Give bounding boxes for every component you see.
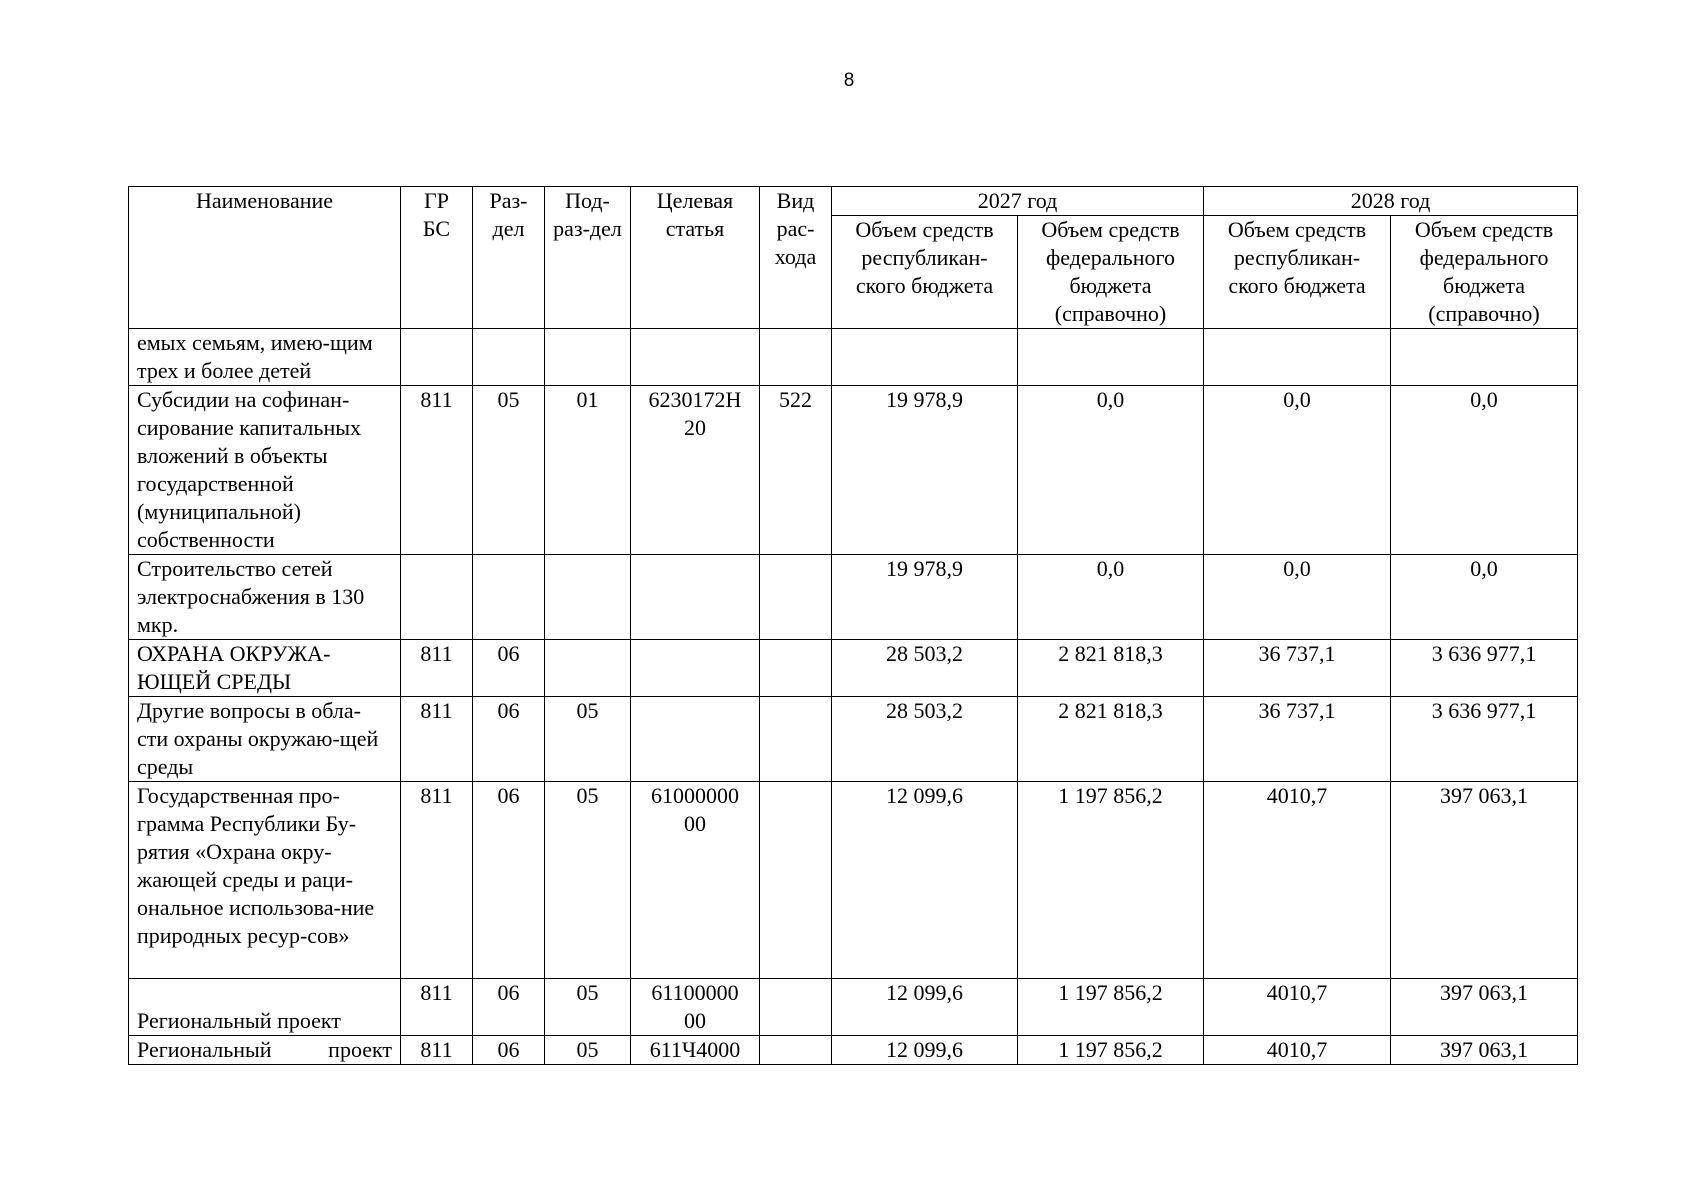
- header-name: Наименование: [129, 187, 401, 329]
- cell-grbs: [401, 555, 473, 640]
- cell-name: Государственная про-грамма Республики Бу-рятия «Охрана окру-жающей среды и раци-ональное использова-ние природных ресур-сов»: [129, 782, 401, 979]
- header-year-2027: 2027 год: [832, 187, 1204, 216]
- cell-2027-federal: 0,0: [1018, 555, 1204, 640]
- cell-2027-republican: 12 099,6: [832, 1036, 1018, 1065]
- cell-razdel: [473, 329, 545, 386]
- cell-target-article: [631, 640, 760, 697]
- table-row: [129, 782, 1578, 979]
- table-row: [129, 979, 1578, 1036]
- cell-2027-republican: 28 503,2: [832, 697, 1018, 782]
- cell-name: Региональный проект: [129, 979, 401, 1036]
- cell-2028-republican: 4010,7: [1204, 782, 1391, 979]
- cell-grbs: 811: [401, 1036, 473, 1065]
- cell-2027-federal: 2 821 818,3: [1018, 697, 1204, 782]
- cell-target-article: 61000000 00: [631, 782, 760, 979]
- cell-name: емых семьям, имею-щим трех и более детей: [129, 329, 401, 386]
- table-row: [129, 386, 1578, 555]
- cell-2028-republican: [1204, 329, 1391, 386]
- cell-grbs: 811: [401, 979, 473, 1036]
- cell-name: Строительство сетей электроснабжения в 130 мкр.: [129, 555, 401, 640]
- cell-2028-federal: 0,0: [1391, 386, 1578, 555]
- cell-podrazdel: 05: [545, 979, 631, 1036]
- cell-target-article: 6230172Н 20: [631, 386, 760, 555]
- header-2028-federal: Объем средств федерального бюджета (справочно): [1391, 216, 1578, 329]
- table-row: [129, 640, 1578, 697]
- cell-2027-republican: [832, 329, 1018, 386]
- cell-razdel: 06: [473, 640, 545, 697]
- cell-2028-republican: 4010,7: [1204, 1036, 1391, 1065]
- cell-2027-republican: 19 978,9: [832, 555, 1018, 640]
- table-row: [129, 555, 1578, 640]
- cell-podrazdel: 05: [545, 1036, 631, 1065]
- cell-2028-federal: 397 063,1: [1391, 1036, 1578, 1065]
- cell-2027-federal: 1 197 856,2: [1018, 1036, 1204, 1065]
- cell-2027-federal: 0,0: [1018, 386, 1204, 555]
- cell-2027-republican: 12 099,6: [832, 782, 1018, 979]
- cell-2028-republican: 0,0: [1204, 555, 1391, 640]
- cell-2027-republican: 28 503,2: [832, 640, 1018, 697]
- cell-grbs: 811: [401, 697, 473, 782]
- header-2027-republican: Объем средств республикан-ского бюджета: [832, 216, 1018, 329]
- cell-razdel: 06: [473, 979, 545, 1036]
- cell-grbs: [401, 329, 473, 386]
- header-year-2028: 2028 год: [1204, 187, 1578, 216]
- cell-expense-type: [760, 979, 832, 1036]
- header-expense-type: Вид рас-хода: [760, 187, 832, 329]
- cell-expense-type: [760, 782, 832, 979]
- header-2028-republican: Объем средств республикан-ского бюджета: [1204, 216, 1391, 329]
- cell-2028-republican: 4010,7: [1204, 979, 1391, 1036]
- cell-expense-type: [760, 329, 832, 386]
- cell-podrazdel: [545, 640, 631, 697]
- cell-2027-federal: 1 197 856,2: [1018, 782, 1204, 979]
- cell-grbs: 811: [401, 782, 473, 979]
- cell-grbs: 811: [401, 640, 473, 697]
- header-target-article: Целевая статья: [631, 187, 760, 329]
- cell-2028-federal: [1391, 329, 1578, 386]
- table-row: [129, 1036, 1578, 1065]
- cell-razdel: 06: [473, 1036, 545, 1065]
- cell-name: Субсидии на софинан-сирование капитальных вложений в объекты государственной (муниципальной) собственности: [129, 386, 401, 555]
- cell-2028-republican: 0,0: [1204, 386, 1391, 555]
- cell-razdel: [473, 555, 545, 640]
- cell-expense-type: 522: [760, 386, 832, 555]
- cell-expense-type: [760, 555, 832, 640]
- cell-podrazdel: [545, 329, 631, 386]
- budget-table: [128, 186, 1578, 1065]
- cell-razdel: 05: [473, 386, 545, 555]
- cell-target-article: 611Ч4000: [631, 1036, 760, 1065]
- table-row: [129, 697, 1578, 782]
- cell-expense-type: [760, 1036, 832, 1065]
- cell-name: Региональный проект: [129, 1036, 401, 1065]
- cell-2028-federal: 3 636 977,1: [1391, 640, 1578, 697]
- cell-2028-republican: 36 737,1: [1204, 640, 1391, 697]
- cell-2028-republican: 36 737,1: [1204, 697, 1391, 782]
- table-row: [129, 329, 1578, 386]
- table-body: [129, 329, 1578, 1065]
- header-podrazdel: Под-раз-дел: [545, 187, 631, 329]
- cell-2027-federal: 1 197 856,2: [1018, 979, 1204, 1036]
- page-number: 8: [843, 70, 855, 91]
- cell-target-article: 61100000 00: [631, 979, 760, 1036]
- cell-target-article: [631, 697, 760, 782]
- cell-podrazdel: 01: [545, 386, 631, 555]
- cell-target-article: [631, 329, 760, 386]
- cell-2028-federal: 3 636 977,1: [1391, 697, 1578, 782]
- cell-target-article: [631, 555, 760, 640]
- table-header: [129, 187, 1578, 329]
- cell-2027-federal: 2 821 818,3: [1018, 640, 1204, 697]
- header-grbs: ГР БС: [401, 187, 473, 329]
- cell-2028-federal: 397 063,1: [1391, 782, 1578, 979]
- cell-2027-republican: 19 978,9: [832, 386, 1018, 555]
- header-2027-federal: Объем средств федерального бюджета (справочно): [1018, 216, 1204, 329]
- cell-podrazdel: [545, 555, 631, 640]
- cell-2027-republican: 12 099,6: [832, 979, 1018, 1036]
- cell-grbs: 811: [401, 386, 473, 555]
- cell-expense-type: [760, 697, 832, 782]
- cell-podrazdel: 05: [545, 782, 631, 979]
- cell-2028-federal: 0,0: [1391, 555, 1578, 640]
- cell-2028-federal: 397 063,1: [1391, 979, 1578, 1036]
- cell-2027-federal: [1018, 329, 1204, 386]
- cell-podrazdel: 05: [545, 697, 631, 782]
- cell-razdel: 06: [473, 782, 545, 979]
- cell-expense-type: [760, 640, 832, 697]
- header-razdel: Раз-дел: [473, 187, 545, 329]
- cell-razdel: 06: [473, 697, 545, 782]
- cell-name: Другие вопросы в обла-сти охраны окружаю-щей среды: [129, 697, 401, 782]
- cell-name: ОХРАНА ОКРУЖА-ЮЩЕЙ СРЕДЫ: [129, 640, 401, 697]
